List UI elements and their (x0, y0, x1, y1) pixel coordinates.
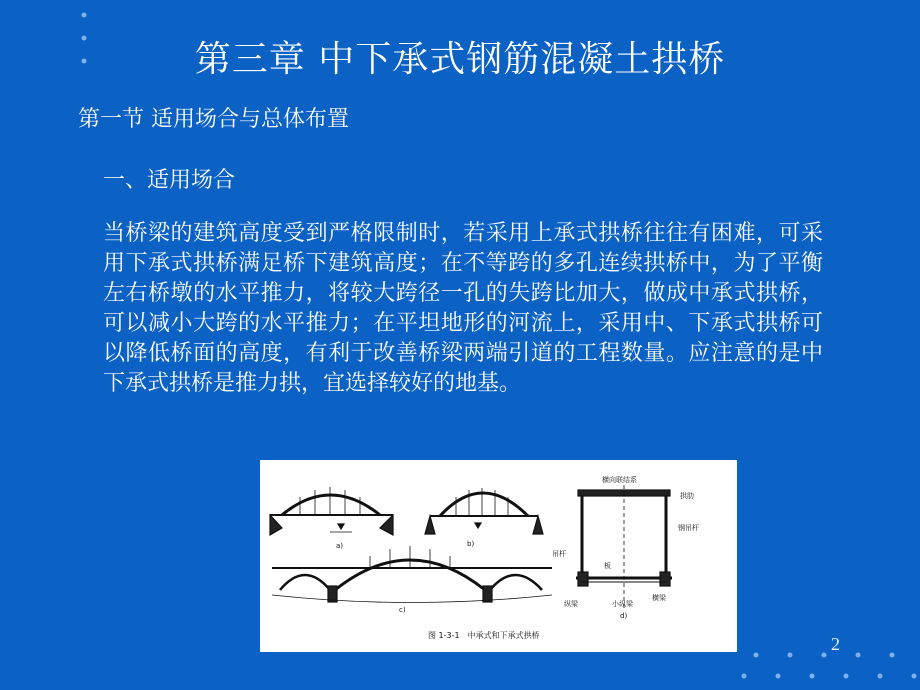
diagram-d (576, 485, 672, 610)
label-hanger: 吊杆 (552, 550, 566, 558)
diagram-b (425, 488, 543, 534)
diagram-a (270, 487, 393, 535)
label-c: c) (399, 606, 406, 614)
label-b: b) (467, 540, 475, 548)
slide-title: 第三章 中下承式钢筋混凝土拱桥 (194, 39, 726, 80)
label-longitudinal-beam: 纵梁 (564, 600, 578, 608)
section-heading: 第一节 适用场合与总体布置 (78, 107, 349, 132)
label-small-longitudinal-beam: 小纵梁 (612, 600, 633, 608)
figure-caption: 图 1-3-1 中承式和下承式拱桥 (428, 631, 540, 640)
label-lateral-bracing: 横向联结系 (602, 476, 637, 484)
label-cross-beam: 横梁 (652, 594, 666, 602)
bridge-figure (260, 460, 737, 652)
label-rigid-hanger: 钢吊杆 (678, 524, 699, 532)
subsection-heading: 一、适用场合 (103, 168, 236, 193)
diagram-c (272, 546, 552, 603)
label-arch-rib: 拱肋 (680, 492, 694, 500)
label-d: d) (620, 612, 628, 620)
label-slab: 板 (604, 562, 611, 570)
label-a: a) (336, 542, 344, 550)
page-number: 2 (831, 634, 840, 654)
body-paragraph: 当桥梁的建筑高度受到严格限制时，若采用上承式拱桥往往有困难，可采用下承式拱桥满足桥下建筑高度；在不等跨的多孔连续拱桥中，为了平衡左右桥墩的水平推力，将较大跨径一孔的失跨比加大，做成中承式拱桥，可以减小大跨的水平推力；在平坦地形的河流上，采用中、下承式拱桥可以降低桥面的高度，有利于改善桥梁两端引道的工程数量。应注意的是中下承式拱桥是推力拱，宜选择较好的地基。 (103, 221, 823, 396)
